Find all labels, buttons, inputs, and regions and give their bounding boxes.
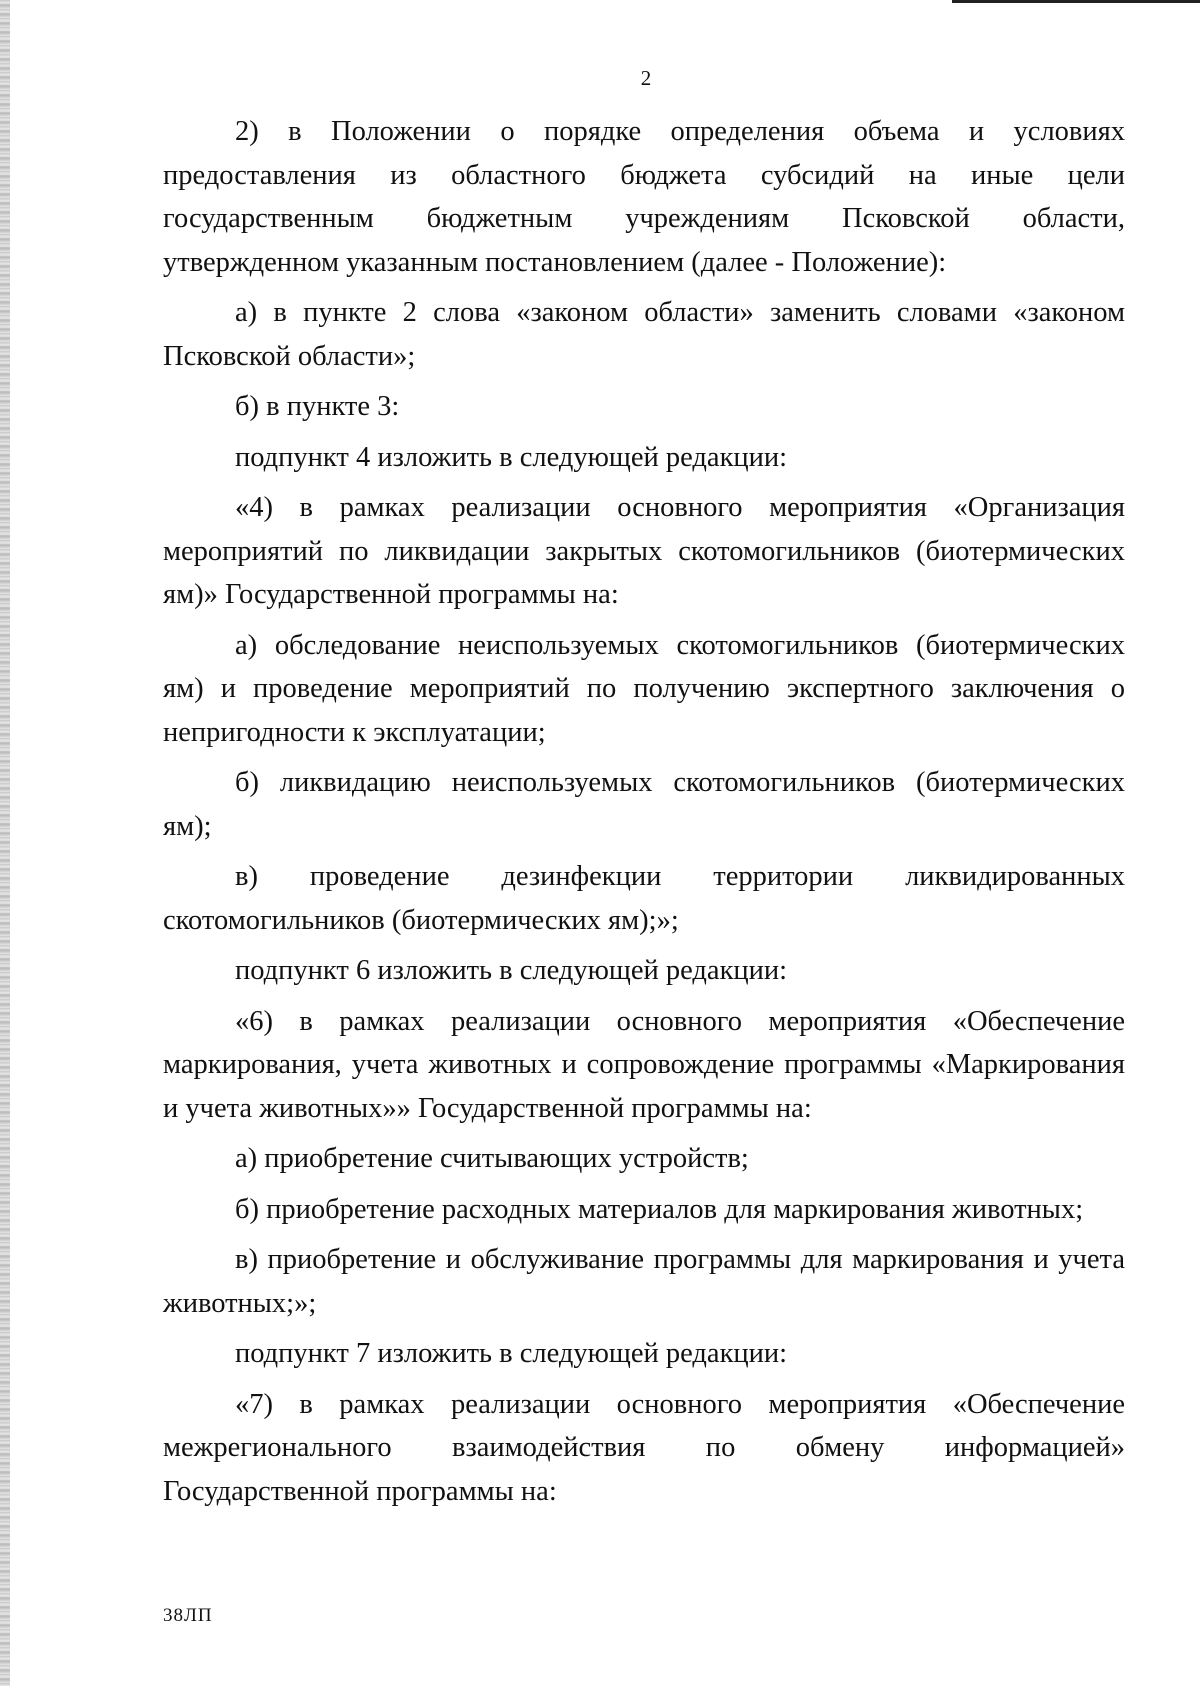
footer-document-code: 38ЛП — [163, 1605, 213, 1626]
paragraph-subitem-a: а) в пункте 2 слова «законом области» заменить словами «законом Псковской области»; — [163, 297, 1125, 372]
document-body — [163, 110, 1125, 1520]
paragraph-subpoint-4-a: а) обследование неиспользуемых скотомогильников (биотермических ям) и проведение мероприятий по получению экспертного заключения о непригодности к эксплуатации; — [163, 629, 1125, 748]
page-number: 2 — [640, 66, 652, 90]
paragraph-subitem-b: б) в пункте 3: — [235, 391, 400, 422]
scan-binding-edge — [0, 0, 10, 1686]
paragraph-subpoint-6-intro: подпункт 6 изложить в следующей редакции: — [235, 955, 788, 986]
paragraph-item-2: 2) в Положении о порядке определения объема и условиях предоставления из областного бюджета субсидий на иные цели государственным бюджетным учреждениям Псковской области, утвержденном указанным постановлением (далее - Положение): — [163, 116, 1125, 278]
paragraph-subpoint-6-c: в) приобретение и обслуживание программы для маркирования и учета животных;»; — [163, 1244, 1125, 1319]
paragraph-subpoint-4-intro: подпункт 4 изложить в следующей редакции: — [235, 441, 788, 473]
paragraph-subpoint-4-b: б) ликвидацию неиспользуемых скотомогильников (биотермических ям); — [163, 767, 1125, 842]
paragraph-subpoint-6-b: б) приобретение расходных материалов для маркирования животных; — [235, 1193, 1084, 1225]
paragraph-subpoint-4-c: в) проведение дезинфекции территории ликвидированных скотомогильников (биотермических ям);»; — [163, 861, 1125, 936]
paragraph-subpoint-4: «4) в рамках реализации основного мероприятия «Организация мероприятий по ликвидации закрытых скотомогильников (биотермических ям)» Государственной программы на: — [163, 492, 1125, 610]
paragraph-subpoint-7-intro: подпункт 7 изложить в следующей редакции: — [235, 1338, 788, 1369]
paragraph-subpoint-6: «6) в рамках реализации основного мероприятия «Обеспечение маркирования, учета животных и сопровождение программы «Маркирования и учета животных»» Государственной программы на: — [163, 1005, 1125, 1124]
paragraph-subpoint-6-a: а) приобретение считывающих устройств; — [235, 1143, 749, 1174]
paragraph-subpoint-7: «7) в рамках реализации основного мероприятия «Обеспечение межрегионального взаимодействия по обмену информацией» Государственной программы на: — [163, 1388, 1125, 1507]
top-rule-line — [952, 0, 1200, 3]
